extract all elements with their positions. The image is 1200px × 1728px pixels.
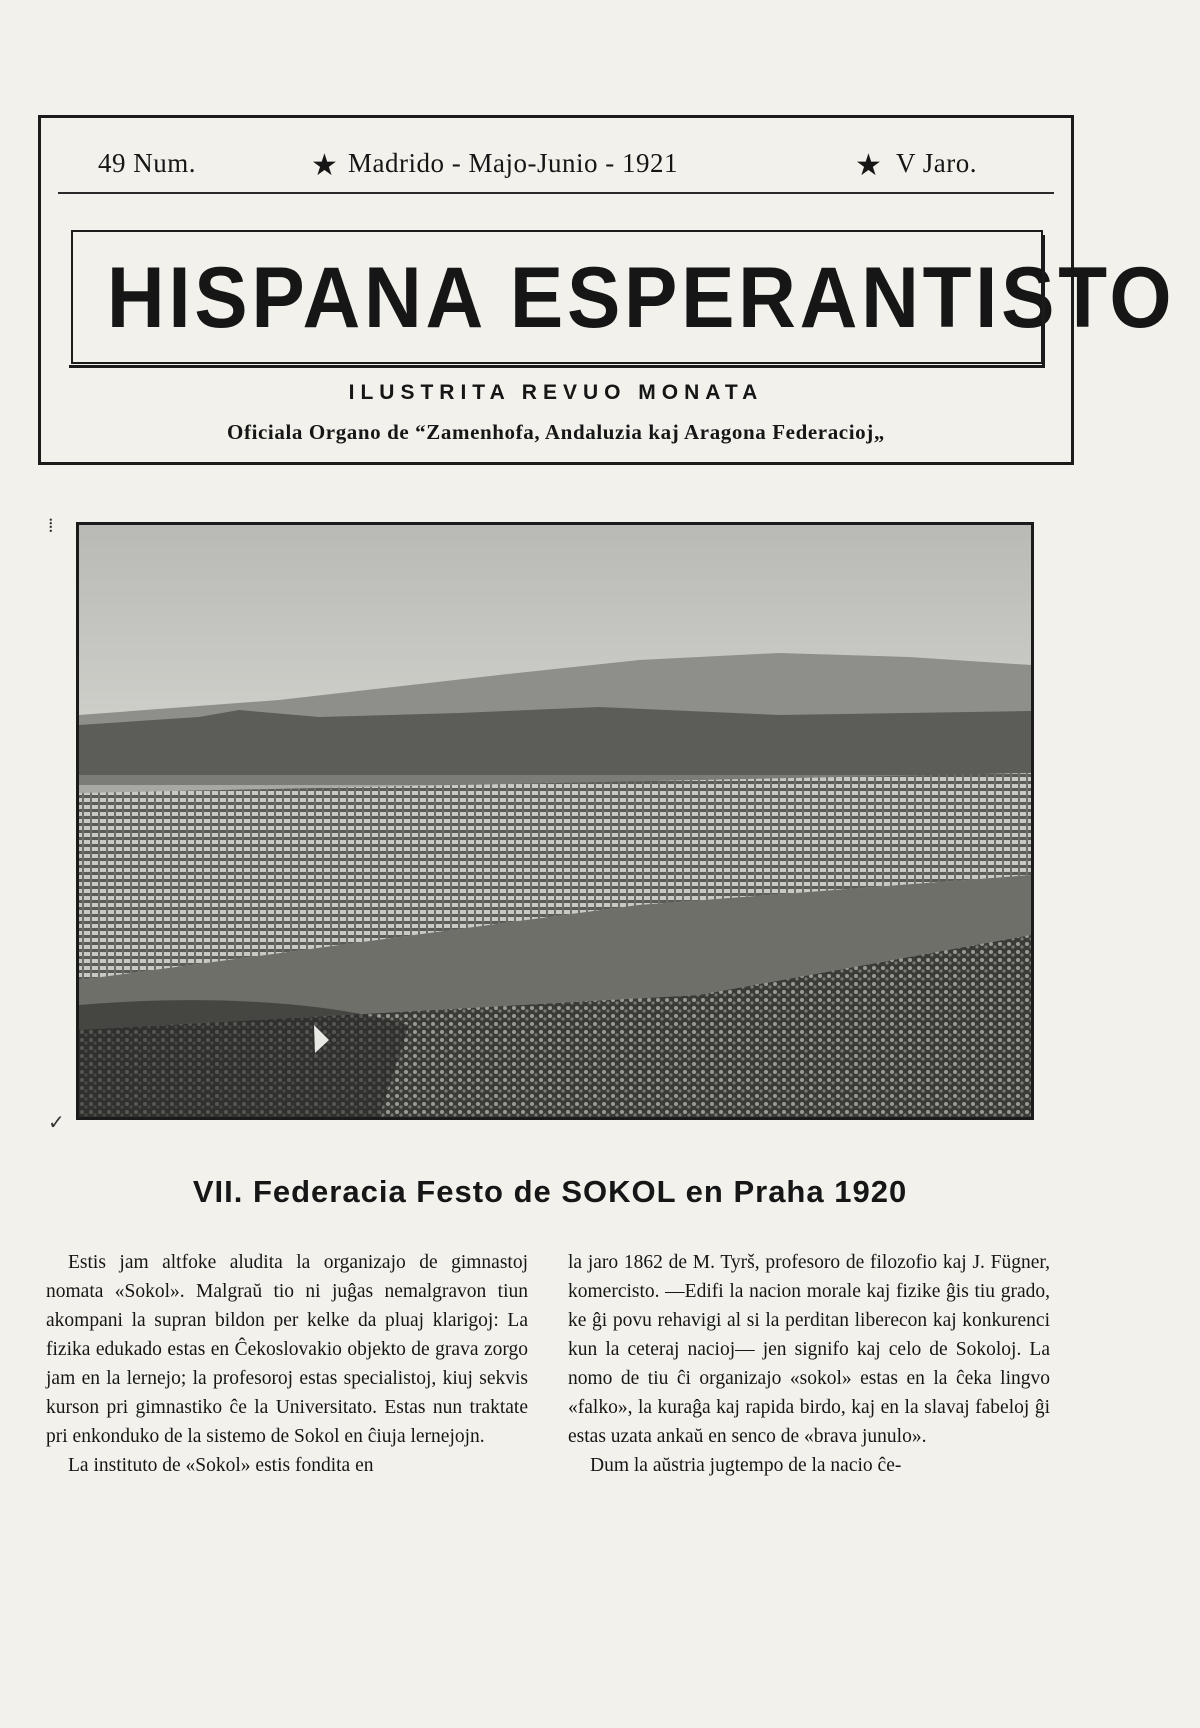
cover-photo: [76, 522, 1034, 1120]
star-icon: ★: [311, 149, 339, 182]
title-box: [71, 230, 1176, 364]
masthead: [38, 115, 1176, 465]
paragraph: La instituto de «Sokol» estis fondita en: [68, 1455, 374, 1476]
city-skyline: [79, 707, 1031, 780]
article-column-left: [46, 1248, 528, 1480]
paragraph: la jaro 1862 de M. Tyrš, profesoro de filozofio kaj J. Fügner, komercisto. —Edifi la nacion morale kaj fizike ĝis tiu grado, ke ĝi povu rehavigi al si la perditan liberecon kaj konkurenci kun la ceteraj nacioj— jen signifo kaj celo de Sokoloj. La nomo de tiu ĉi organizajo «sokol» estas en la ĉeka lingvo «falko», la kuraĝa kaj rapida birdo, kaj en la slavaj fabeloj ĝi estas uzata ankaŭ en senco de «brava junulo».: [568, 1252, 1050, 1447]
issue-year: V Jaro.: [896, 148, 977, 178]
stadium-photo-illustration: [79, 525, 1031, 1117]
issue-number: 49 Num.: [98, 148, 196, 178]
issue-date: Madrido - Majo-Junio - 1921: [348, 148, 678, 178]
paragraph: Dum la aŭstria jugtempo de la nacio ĉe-: [590, 1455, 902, 1476]
paragraph: Estis jam altfoke aludita la organizajo de gimnastoj nomata «Sokol». Malgraŭ tio ni juĝas nemalgravon tiun akompani la supran bildon per kelke da pluaj klarigoj: La fizika edukado estas en Ĉekoslovakio objekto de grava zorgo jam en la lernejo; la profesoroj estas specialistoj, kiuj sekvis kurson pri gimnastiko ĉe la Universitato. Estas nun traktate pri enkonduko de la sistemo de Sokol en ĉiuja lernejojn.: [46, 1252, 528, 1447]
margin-mark: ⁞: [48, 515, 54, 537]
header-rule: [58, 192, 1054, 194]
issue-line: [58, 148, 1054, 188]
shadow-area: [79, 1000, 409, 1117]
magazine-subtitle: ILUSTRITA REVUO MONATA: [348, 381, 764, 404]
margin-mark: ✓: [48, 1112, 65, 1134]
official-organ-line: Oficiala Organo de “Zamenhofa, Andaluzia kaj Aragona Federacioj„: [227, 420, 885, 444]
magazine-title: HISPANA ESPERANTISTO: [106, 250, 1176, 346]
article-column-right: [568, 1248, 1050, 1480]
star-icon: ★: [855, 149, 883, 182]
article-headline: VII. Federacia Festo de SOKOL en Praha 1920: [192, 1174, 908, 1209]
